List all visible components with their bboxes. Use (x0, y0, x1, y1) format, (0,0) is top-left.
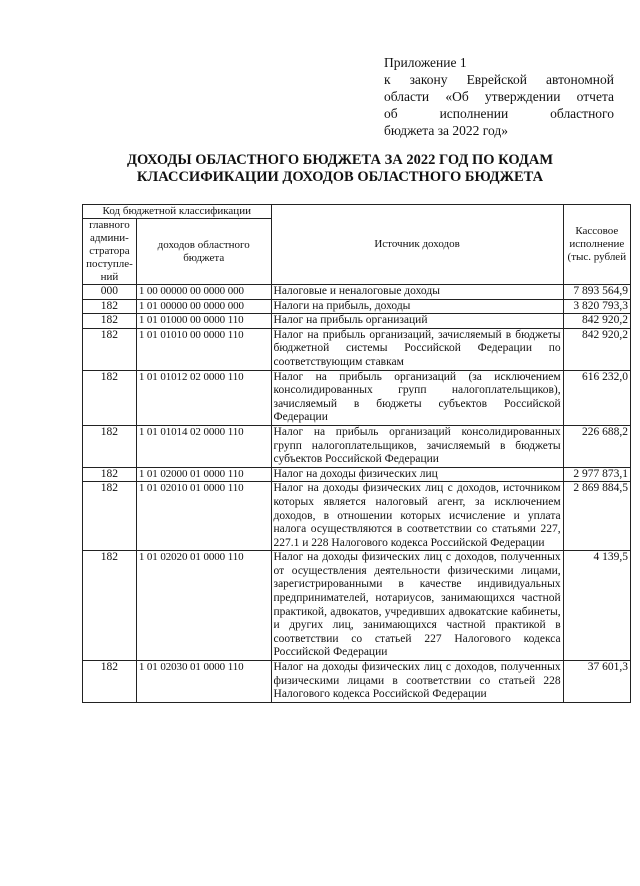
amount-cell: 4 139,5 (563, 551, 630, 661)
table-row (83, 314, 631, 329)
revenue-code-cell: 1 01 01000 00 0000 110 (136, 314, 271, 329)
income-source-cell: Налог на прибыль организаций (271, 314, 563, 329)
title-line-2: КЛАССИФИКАЦИИ ДОХОДОВ ОБЛАСТНОГО БЮДЖЕТА (136, 169, 544, 185)
revenue-code-cell: 1 01 00000 00 0000 000 (136, 299, 271, 314)
income-source-cell: Налог на доходы физических лиц с доходов, полученных от осуществления деятельности физическими лицами, зарегистрированными в качестве индивидуальных предпринимателей, нотариусов, занимающихся частной практикой, адвокатов, учредивших адвокатские кабинеты, и других лиц, занимающихся частной практикой в соответствии со статьей 227 Налогового кодекса Российской Федерации (271, 551, 563, 661)
table-row (83, 328, 631, 370)
table-row (83, 299, 631, 314)
admin-code-cell: 182 (83, 314, 137, 329)
amount-cell: 616 232,0 (563, 370, 630, 425)
revenue-code-cell: 1 00 00000 00 0000 000 (136, 285, 271, 300)
amount-cell: 226 688,2 (563, 425, 630, 467)
income-source-cell: Налоговые и неналоговые доходы (271, 285, 563, 300)
income-source-cell: Налог на прибыль организаций консолидированных групп налогоплательщиков, зачисляемый в бюджеты субъектов Российской Федерации (271, 425, 563, 467)
admin-code-cell: 182 (83, 467, 137, 482)
revenue-code-cell: 1 01 02000 01 0000 110 (136, 467, 271, 482)
admin-code-cell: 000 (83, 285, 137, 300)
admin-code-cell: 182 (83, 482, 137, 551)
amount-cell: 842 920,2 (563, 328, 630, 370)
admin-code-cell: 182 (83, 551, 137, 661)
revenue-code-cell: 1 01 02030 01 0000 110 (136, 661, 271, 703)
admin-code-cell: 182 (83, 425, 137, 467)
appendix-line: Приложение 1 (384, 55, 467, 70)
admin-code-cell: 182 (83, 661, 137, 703)
appendix-block (384, 54, 614, 139)
title-line-1: ДОХОДЫ ОБЛАСТНОГО БЮДЖЕТА ЗА 2022 ГОД ПО КОДАМ (126, 152, 554, 168)
header-income-source: Источник доходов (271, 205, 563, 285)
income-source-cell: Налог на доходы физических лиц с доходов, источником которых является налоговый агент, за исключением доходов, в отношении которых исчисление и уплата налога осуществляются в соответствии со статьями 227, 227.1 и 228 Налогового кодекса Российской Федерации (271, 482, 563, 551)
header-main-administrator: главного админи-стратора поступле-ний (83, 219, 137, 285)
amount-cell: 2 977 873,1 (563, 467, 630, 482)
appendix-line: бюджета за 2022 год» (384, 123, 508, 138)
header-classification-code: Код бюджетной классификации (83, 205, 272, 219)
table-row (83, 467, 631, 482)
income-source-cell: Налог на прибыль организаций, зачисляемый в бюджеты бюджетной системы Российской Федерации по соответствующим ставкам (271, 328, 563, 370)
revenue-code-cell: 1 01 01010 00 0000 110 (136, 328, 271, 370)
table-row (83, 482, 631, 551)
table-row (83, 661, 631, 703)
admin-code-cell: 182 (83, 299, 137, 314)
revenue-code-cell: 1 01 01014 02 0000 110 (136, 425, 271, 467)
amount-cell: 842 920,2 (563, 314, 630, 329)
income-source-cell: Налог на доходы физических лиц с доходов, полученных физическими лицами в соответствии со статьей 228 Налогового кодекса Российской Федерации (271, 661, 563, 703)
table-row (83, 285, 631, 300)
admin-code-cell: 182 (83, 328, 137, 370)
table-row (83, 370, 631, 425)
header-budget-revenue-code: доходов областного бюджета (136, 219, 271, 285)
income-source-cell: Налоги на прибыль, доходы (271, 299, 563, 314)
amount-cell: 3 820 793,3 (563, 299, 630, 314)
appendix-line: области «Об утверждении отчета (384, 89, 614, 104)
table-row (83, 551, 631, 661)
appendix-line: об исполнении областного (384, 106, 614, 121)
revenue-code-cell: 1 01 02020 01 0000 110 (136, 551, 271, 661)
amount-cell: 2 869 884,5 (563, 482, 630, 551)
appendix-line: к закону Еврейской автономной (384, 72, 614, 87)
document-title (60, 152, 620, 186)
amount-cell: 37 601,3 (563, 661, 630, 703)
income-source-cell: Налог на прибыль организаций (за исключением консолидированных групп налогоплательщиков), зачисляемый в бюджеты субъектов Российской Федерации (271, 370, 563, 425)
header-cash-execution: Кассовое исполнение (тыс. рублей (563, 205, 630, 285)
revenue-code-cell: 1 01 02010 01 0000 110 (136, 482, 271, 551)
admin-code-cell: 182 (83, 370, 137, 425)
table-row (83, 425, 631, 467)
amount-cell: 7 893 564,9 (563, 285, 630, 300)
revenue-table (82, 204, 631, 703)
income-source-cell: Налог на доходы физических лиц (271, 467, 563, 482)
revenue-code-cell: 1 01 01012 02 0000 110 (136, 370, 271, 425)
